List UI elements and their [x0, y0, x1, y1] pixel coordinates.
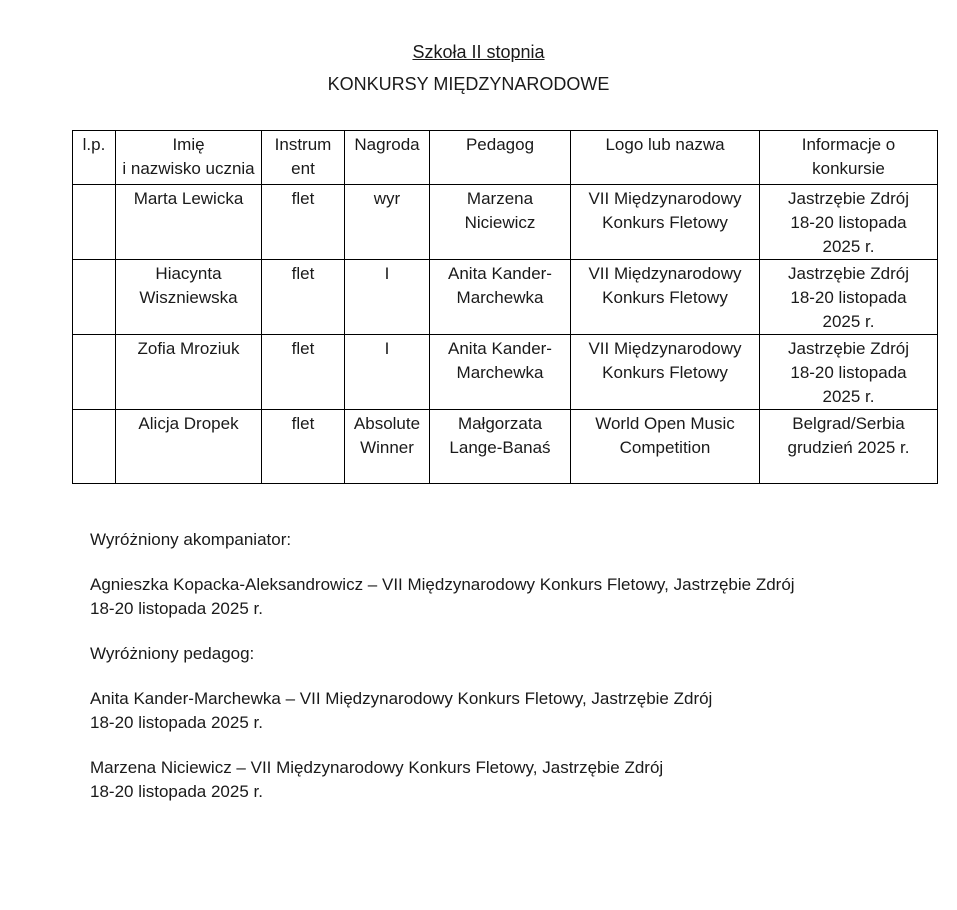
cell-instrument: flet	[262, 185, 345, 260]
teacher-heading-text: Wyróżniony pedagog:	[90, 644, 255, 663]
column-header-teacher: Pedagog	[430, 131, 571, 185]
cell-competition: VII Międzynarodowy Konkurs Fletowy	[571, 260, 760, 335]
cell-teacher: Anita Kander- Marchewka	[430, 260, 571, 335]
accompanist-heading-text: Wyróżniony akompaniator:	[90, 530, 292, 549]
page-title-text: Szkoła II stopnia	[412, 42, 545, 62]
teacher-entry-line1: Anita Kander-Marchewka – VII Międzynarodowy Konkurs Fletowy, Jastrzębie Zdrój	[90, 689, 713, 708]
cell-instrument: flet	[262, 410, 345, 484]
page-subtitle: KONKURSY MIĘDZYNARODOWE	[327, 74, 610, 94]
teacher-entry-line2: 18-20 listopada 2025 r.	[90, 782, 263, 801]
column-header-competition: Logo lub nazwa	[571, 131, 760, 185]
cell-prize: wyr	[345, 185, 430, 260]
cell-prize: Absolute Winner	[345, 410, 430, 484]
accompanist-heading	[90, 528, 910, 552]
cell-student: Hiacynta Wiszniewska	[116, 260, 262, 335]
teacher-entry	[90, 687, 910, 735]
accompanist-entry	[90, 573, 910, 621]
table-row	[73, 260, 938, 335]
teacher-entry	[90, 756, 910, 804]
cell-student: Marta Lewicka	[116, 185, 262, 260]
table-row	[73, 185, 938, 260]
cell-competition: World Open Music Competition	[571, 410, 760, 484]
competition-results-table	[72, 130, 938, 484]
cell-teacher: Małgorzata Lange-Banaś	[430, 410, 571, 484]
column-header-student: Imię i nazwisko ucznia	[116, 131, 262, 185]
cell-info: Jastrzębie Zdrój 18-20 listopada 2025 r.	[760, 260, 938, 335]
cell-instrument: flet	[262, 260, 345, 335]
cell-info: Belgrad/Serbia grudzień 2025 r.	[760, 410, 938, 484]
cell-prize: I	[345, 335, 430, 410]
cell-info: Jastrzębie Zdrój 18-20 listopada 2025 r.	[760, 335, 938, 410]
table-row	[73, 335, 938, 410]
cell-lp	[73, 410, 116, 484]
teacher-entry-line2: 18-20 listopada 2025 r.	[90, 713, 263, 732]
teacher-entry-line1: Marzena Niciewicz – VII Międzynarodowy Konkurs Fletowy, Jastrzębie Zdrój	[90, 758, 664, 777]
cell-teacher: Marzena Niciewicz	[430, 185, 571, 260]
page-title	[0, 40, 957, 64]
cell-competition: VII Międzynarodowy Konkurs Fletowy	[571, 185, 760, 260]
column-header-lp: l.p.	[73, 131, 116, 185]
table-row	[73, 410, 938, 484]
column-header-instrument: Instrum ent	[262, 131, 345, 185]
accompanist-entry-line1: Agnieszka Kopacka-Aleksandrowicz – VII Międzynarodowy Konkurs Fletowy, Jastrzębie Zdrój	[90, 575, 795, 594]
cell-lp	[73, 185, 116, 260]
cell-info: Jastrzębie Zdrój 18-20 listopada 2025 r.	[760, 185, 938, 260]
cell-prize: I	[345, 260, 430, 335]
column-header-prize: Nagroda	[345, 131, 430, 185]
accompanist-entry-line2: 18-20 listopada 2025 r.	[90, 599, 263, 618]
cell-student: Alicja Dropek	[116, 410, 262, 484]
cell-instrument: flet	[262, 335, 345, 410]
cell-lp	[73, 335, 116, 410]
table-header-row	[73, 131, 938, 185]
awards-notes	[90, 528, 910, 825]
teacher-heading	[90, 642, 910, 666]
cell-student: Zofia Mroziuk	[116, 335, 262, 410]
cell-teacher: Anita Kander- Marchewka	[430, 335, 571, 410]
cell-lp	[73, 260, 116, 335]
column-header-info: Informacje o konkursie	[760, 131, 938, 185]
cell-competition: VII Międzynarodowy Konkurs Fletowy	[571, 335, 760, 410]
